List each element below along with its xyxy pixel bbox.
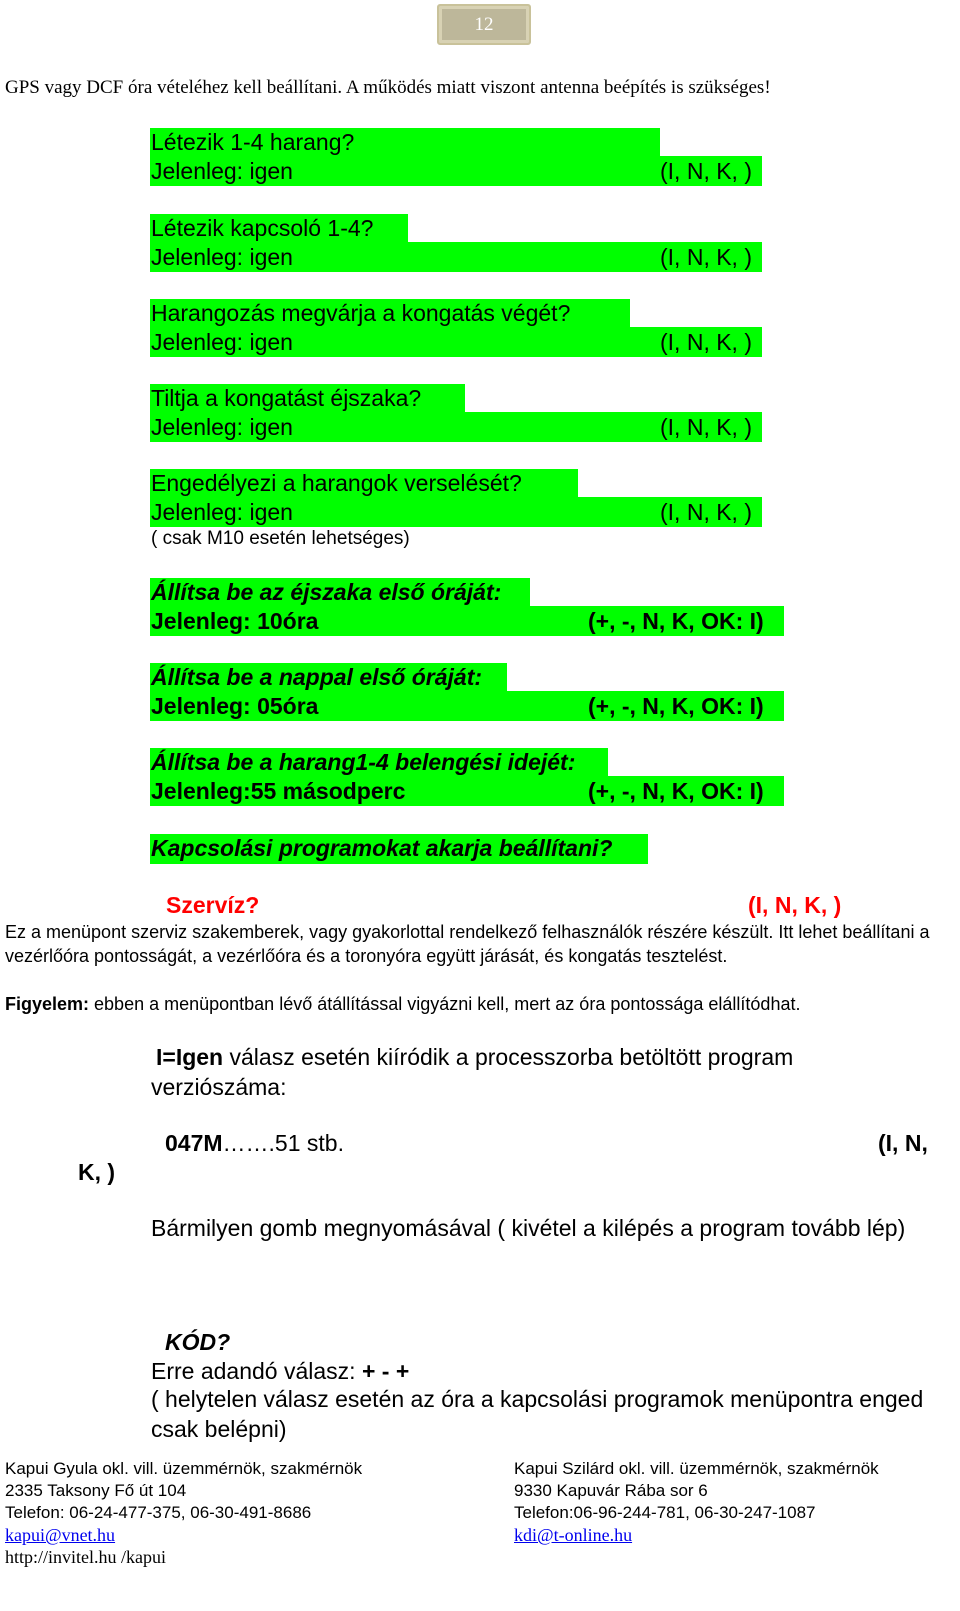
code-title: KÓD?	[165, 1329, 231, 1355]
igen-paragraph	[151, 1042, 851, 1102]
intro-text: GPS vagy DCF óra vételéhez kell beállítani. A működés miatt viszont antenna beépítés is szükséges!	[5, 77, 771, 98]
menu-keys-7: (+, -, N, K, OK: I)	[588, 693, 764, 719]
code-answer-value: + - +	[361, 1358, 410, 1384]
menu-question-7: Állítsa be a nappal első óráját:	[151, 664, 483, 690]
service-title: Szervíz?	[166, 892, 260, 918]
version-keys-b: K, )	[78, 1159, 116, 1185]
service-warning	[5, 992, 800, 1016]
igen-bold: I=Igen	[156, 1044, 224, 1070]
footer-left-web: http://invitel.hu /kapui	[5, 1547, 166, 1567]
warning-label: Figyelem:	[5, 994, 90, 1014]
footer-left-phone: Telefon: 06-24-477-375, 06-30-491-8686	[5, 1503, 312, 1522]
menu-keys-3: (I, N, K, )	[660, 329, 752, 355]
menu-question-6: Állítsa be az éjszaka első óráját:	[151, 579, 502, 605]
service-keys: (I, N, K, )	[748, 892, 842, 918]
version-text: …….51 stb.	[222, 1130, 344, 1156]
version-bold: 047M	[165, 1130, 223, 1156]
menu-question-4: Tiltja a kongatást éjszaka?	[151, 385, 422, 411]
menu-current-4: Jelenleg: igen	[151, 414, 293, 440]
menu-note-5: ( csak M10 esetén lehetséges)	[151, 528, 410, 549]
menu-question-1: Létezik 1-4 harang?	[151, 129, 355, 155]
footer-right-address: 9330 Kapuvár Rába sor 6	[514, 1481, 708, 1500]
menu-current-2: Jelenleg: igen	[151, 244, 293, 270]
footer-left-address: 2335 Taksony Fő út 104	[5, 1481, 187, 1500]
menu-current-3: Jelenleg: igen	[151, 329, 293, 355]
menu-question-2: Létezik kapcsoló 1-4?	[151, 215, 374, 241]
menu-keys-4: (I, N, K, )	[660, 414, 752, 440]
menu-current-8: Jelenleg:55 másodperc	[151, 778, 406, 804]
code-answer	[151, 1356, 409, 1386]
warning-text: ebben a menüpontban lévő átállítással vigyázni kell, mert az óra pontossága elállítódhat.	[89, 994, 801, 1014]
footer-right-email-link[interactable]: kdi@t-online.hu	[514, 1525, 633, 1545]
menu-question-8: Állítsa be a harang1-4 belengési idejét:	[151, 749, 576, 775]
menu-current-6: Jelenleg: 10óra	[151, 608, 319, 634]
menu-current-1: Jelenleg: igen	[151, 158, 293, 184]
menu-keys-1: (I, N, K, )	[660, 158, 752, 184]
service-description: Ez a menüpont szerviz szakemberek, vagy gyakorlottal rendelkező felhasználók részére készült. Itt lehet beállítani a vezérlőóra pontosságát, a vezérlőóra és a toronyóra együtt járását, és kongatás tesztelést.	[5, 922, 930, 966]
menu-question-9: Kapcsolási programokat akarja beállítani?	[151, 835, 613, 861]
menu-keys-2: (I, N, K, )	[660, 244, 752, 270]
footer-right-name: Kapui Szilárd okl. vill. üzemmérnök, szakmérnök	[514, 1459, 879, 1478]
code-note: ( helytelen válasz esetén az óra a kapcsolási programok menüpontra enged csak belépni)	[151, 1386, 924, 1442]
code-answer-label: Erre adandó válasz:	[151, 1358, 362, 1384]
menu-current-5: Jelenleg: igen	[151, 499, 293, 525]
page-number: 12	[437, 4, 531, 45]
menu-current-7: Jelenleg: 05óra	[151, 693, 319, 719]
menu-keys-6: (+, -, N, K, OK: I)	[588, 608, 764, 634]
footer-left-email-link[interactable]: kapui@vnet.hu	[5, 1525, 116, 1545]
footer-right-phone: Telefon:06-96-244-781, 06-30-247-1087	[514, 1503, 816, 1522]
version-keys-a: (I, N,	[878, 1130, 928, 1156]
footer-left-name: Kapui Gyula okl. vill. üzemmérnök, szakmérnök	[5, 1459, 363, 1478]
menu-question-5: Engedélyezi a harangok verselését?	[151, 470, 522, 496]
menu-keys-5: (I, N, K, )	[660, 499, 752, 525]
menu-question-3: Harangozás megvárja a kongatás végét?	[151, 300, 571, 326]
menu-keys-8: (+, -, N, K, OK: I)	[588, 778, 764, 804]
version-line	[165, 1128, 344, 1158]
igen-text: válasz esetén kiíródik a processzorba betöltött program verziószáma:	[151, 1044, 794, 1100]
anykey-paragraph: Bármilyen gomb megnyomásával ( kivétel a kilépés a program tovább lép)	[151, 1215, 906, 1241]
